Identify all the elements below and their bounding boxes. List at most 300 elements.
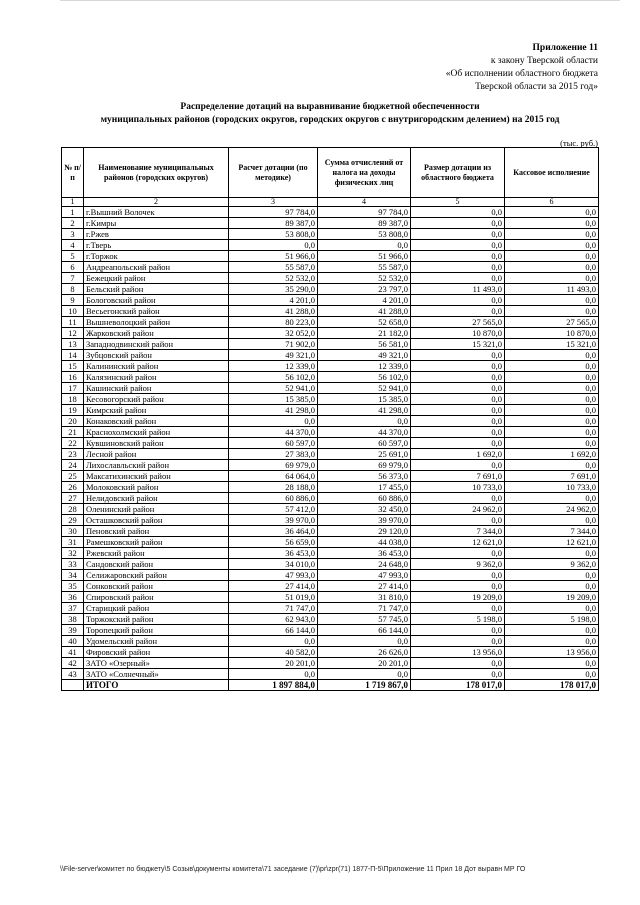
- subsidy-value: 0,0: [411, 405, 505, 416]
- ndfl-value: 52 941,0: [318, 383, 411, 394]
- scan-edge-line: [60, 0, 620, 1]
- subsidy-value: 0,0: [411, 240, 505, 251]
- ndfl-value: 4 201,0: [318, 295, 411, 306]
- ndfl-value: 49 321,0: [318, 350, 411, 361]
- cash-value: 7 691,0: [505, 471, 599, 482]
- municipality-name: Калининский район: [84, 361, 229, 372]
- calc-value: 41 298,0: [229, 405, 318, 416]
- ndfl-value: 71 747,0: [318, 603, 411, 614]
- municipality-name: Сандовский район: [84, 559, 229, 570]
- cash-value: 0,0: [505, 570, 599, 581]
- cash-value: 0,0: [505, 229, 599, 240]
- table-row: [62, 416, 599, 427]
- row-number: 41: [62, 647, 84, 658]
- table-row: [62, 240, 599, 251]
- table-row: [62, 482, 599, 493]
- row-number: 31: [62, 537, 84, 548]
- row-number: 40: [62, 636, 84, 647]
- total-subsidy-value: 178 017,0: [411, 680, 505, 691]
- ndfl-value: 26 626,0: [318, 647, 411, 658]
- municipality-name: г.Торжок: [84, 251, 229, 262]
- municipality-name: Молоковский район: [84, 482, 229, 493]
- cash-value: 0,0: [505, 603, 599, 614]
- subsidy-value: 13 956,0: [411, 647, 505, 658]
- table-row: [62, 548, 599, 559]
- calc-value: 57 412,0: [229, 504, 318, 515]
- table-row: [62, 383, 599, 394]
- row-number: 34: [62, 570, 84, 581]
- table-row: [62, 636, 599, 647]
- municipality-name: Фировский район: [84, 647, 229, 658]
- subsidy-value: 7 691,0: [411, 471, 505, 482]
- ndfl-value: 29 120,0: [318, 526, 411, 537]
- column-number-row: [62, 198, 599, 207]
- row-number: 15: [62, 361, 84, 372]
- table-row: [62, 350, 599, 361]
- municipality-name: Весьегонский район: [84, 306, 229, 317]
- subsidy-table: [61, 147, 599, 691]
- row-number: 16: [62, 372, 84, 383]
- table-row: [62, 306, 599, 317]
- row-number: 13: [62, 339, 84, 350]
- subsidy-value: 11 493,0: [411, 284, 505, 295]
- calc-value: 80 223,0: [229, 317, 318, 328]
- subsidy-value: 0,0: [411, 218, 505, 229]
- table-row: [62, 603, 599, 614]
- subsidy-value: 0,0: [411, 207, 505, 218]
- cash-value: 0,0: [505, 273, 599, 284]
- row-number: 25: [62, 471, 84, 482]
- table-row: [62, 559, 599, 570]
- ndfl-value: 56 373,0: [318, 471, 411, 482]
- calc-value: 60 597,0: [229, 438, 318, 449]
- row-number: 35: [62, 581, 84, 592]
- calc-value: 35 290,0: [229, 284, 318, 295]
- cash-value: 11 493,0: [505, 284, 599, 295]
- calc-value: 12 339,0: [229, 361, 318, 372]
- cash-value: 12 621,0: [505, 537, 599, 548]
- subsidy-value: 0,0: [411, 361, 505, 372]
- calc-value: 69 979,0: [229, 460, 318, 471]
- calc-value: 27 383,0: [229, 449, 318, 460]
- subsidy-value: 0,0: [411, 493, 505, 504]
- row-number: 28: [62, 504, 84, 515]
- municipality-name: Ржевский район: [84, 548, 229, 559]
- row-number: 12: [62, 328, 84, 339]
- cash-value: 0,0: [505, 350, 599, 361]
- ndfl-value: 89 387,0: [318, 218, 411, 229]
- table-row: [62, 449, 599, 460]
- cash-value: 0,0: [505, 581, 599, 592]
- table-row: [62, 625, 599, 636]
- municipality-name: Старицкий район: [84, 603, 229, 614]
- calc-value: 39 970,0: [229, 515, 318, 526]
- municipality-name: Кимрский район: [84, 405, 229, 416]
- ndfl-value: 0,0: [318, 636, 411, 647]
- ndfl-value: 55 587,0: [318, 262, 411, 273]
- subsidy-value: 0,0: [411, 658, 505, 669]
- row-number: 8: [62, 284, 84, 295]
- municipality-name: г.Вышний Волочек: [84, 207, 229, 218]
- calc-value: 47 993,0: [229, 570, 318, 581]
- municipality-name: Торжокский район: [84, 614, 229, 625]
- municipality-name: Лесной район: [84, 449, 229, 460]
- municipality-name: Западнодвинский район: [84, 339, 229, 350]
- ndfl-value: 66 144,0: [318, 625, 411, 636]
- appendix-header: [446, 42, 598, 94]
- subsidy-value: 10 733,0: [411, 482, 505, 493]
- subsidy-value: 0,0: [411, 262, 505, 273]
- document-title-line-2: муниципальных районов (городских округов, городских округов с внутригородским делением) на 2015 год: [100, 115, 560, 125]
- cash-value: 10 733,0: [505, 482, 599, 493]
- calc-value: 0,0: [229, 636, 318, 647]
- row-number: 36: [62, 592, 84, 603]
- calc-value: 49 321,0: [229, 350, 318, 361]
- appendix-line-3: Тверской области за 2015 год»: [475, 82, 598, 92]
- cash-value: 13 956,0: [505, 647, 599, 658]
- municipality-name: Бежецкий район: [84, 273, 229, 284]
- col-index: 5: [411, 198, 505, 207]
- calc-value: 0,0: [229, 416, 318, 427]
- row-number: 43: [62, 669, 84, 680]
- ndfl-value: 17 455,0: [318, 482, 411, 493]
- calc-value: 89 387,0: [229, 218, 318, 229]
- municipality-name: Сонковский район: [84, 581, 229, 592]
- ndfl-value: 41 288,0: [318, 306, 411, 317]
- calc-value: 56 659,0: [229, 537, 318, 548]
- cash-value: 0,0: [505, 669, 599, 680]
- row-number: 6: [62, 262, 84, 273]
- document-title: [60, 101, 600, 127]
- municipality-name: Бологовский район: [84, 295, 229, 306]
- cash-value: 0,0: [505, 427, 599, 438]
- table-row: [62, 284, 599, 295]
- cash-value: 0,0: [505, 306, 599, 317]
- table-row: [62, 317, 599, 328]
- table-row: [62, 427, 599, 438]
- ndfl-value: 44 370,0: [318, 427, 411, 438]
- municipality-name: Рамешковский район: [84, 537, 229, 548]
- ndfl-value: 60 886,0: [318, 493, 411, 504]
- ndfl-value: 12 339,0: [318, 361, 411, 372]
- col-index: 4: [318, 198, 411, 207]
- subsidy-value: 0,0: [411, 416, 505, 427]
- table-header-row: [62, 148, 599, 198]
- cash-value: 0,0: [505, 493, 599, 504]
- ndfl-value: 51 966,0: [318, 251, 411, 262]
- col-header-ndfl: Сумма отчислений от налога на доходы физических лиц: [318, 148, 411, 198]
- subsidy-value: 0,0: [411, 570, 505, 581]
- municipality-name: Селижаровский район: [84, 570, 229, 581]
- subsidy-value: 24 962,0: [411, 504, 505, 515]
- ndfl-value: 27 414,0: [318, 581, 411, 592]
- table-row: [62, 295, 599, 306]
- file-path-footer: \\File-server\комитет по бюджету\5 Созыв\документы комитета\71 заседание (7)\pr\zpr(71) 1877-П-5\Приложение 11 Прил 18 Дот выравн МР ГО: [60, 866, 526, 873]
- calc-value: 56 102,0: [229, 372, 318, 383]
- appendix-line-1: к закону Тверской области: [490, 56, 598, 66]
- calc-value: 52 941,0: [229, 383, 318, 394]
- table-row: [62, 493, 599, 504]
- cash-value: 0,0: [505, 295, 599, 306]
- ndfl-value: 23 797,0: [318, 284, 411, 295]
- row-number: 1: [62, 207, 84, 218]
- total-cash-value: 178 017,0: [505, 680, 599, 691]
- calc-value: 36 453,0: [229, 548, 318, 559]
- municipality-name: Вышневолоцкий район: [84, 317, 229, 328]
- row-number: 30: [62, 526, 84, 537]
- table-row: [62, 581, 599, 592]
- table-row: [62, 658, 599, 669]
- total-ndfl-value: 1 719 867,0: [318, 680, 411, 691]
- subsidy-value: 1 692,0: [411, 449, 505, 460]
- cash-value: 0,0: [505, 218, 599, 229]
- calc-value: 51 019,0: [229, 592, 318, 603]
- col-index: 3: [229, 198, 318, 207]
- cash-value: 0,0: [505, 207, 599, 218]
- table-row: [62, 394, 599, 405]
- table-row: [62, 592, 599, 603]
- subsidy-value: 0,0: [411, 438, 505, 449]
- ndfl-value: 31 810,0: [318, 592, 411, 603]
- subsidy-value: 0,0: [411, 603, 505, 614]
- cash-value: 0,0: [505, 416, 599, 427]
- cash-value: 1 692,0: [505, 449, 599, 460]
- calc-value: 55 587,0: [229, 262, 318, 273]
- subsidy-value: 0,0: [411, 427, 505, 438]
- subsidy-value: 0,0: [411, 372, 505, 383]
- municipality-name: Зубцовский район: [84, 350, 229, 361]
- row-number: 22: [62, 438, 84, 449]
- ndfl-value: 52 658,0: [318, 317, 411, 328]
- cash-value: 9 362,0: [505, 559, 599, 570]
- municipality-name: Кесовогорский район: [84, 394, 229, 405]
- ndfl-value: 0,0: [318, 416, 411, 427]
- total-calc-value: 1 897 884,0: [229, 680, 318, 691]
- municipality-name: ЗАТО «Солнечный»: [84, 669, 229, 680]
- ndfl-value: 21 182,0: [318, 328, 411, 339]
- cash-value: 19 209,0: [505, 592, 599, 603]
- table-row: [62, 438, 599, 449]
- municipality-name: Торопецкий район: [84, 625, 229, 636]
- ndfl-value: 0,0: [318, 240, 411, 251]
- row-number: 14: [62, 350, 84, 361]
- calc-value: 20 201,0: [229, 658, 318, 669]
- calc-value: 66 144,0: [229, 625, 318, 636]
- col-header-number: № п/п: [62, 148, 84, 198]
- cash-value: 0,0: [505, 361, 599, 372]
- row-number: 9: [62, 295, 84, 306]
- subsidy-value: 12 621,0: [411, 537, 505, 548]
- cash-value: 24 962,0: [505, 504, 599, 515]
- municipality-name: Жарковский район: [84, 328, 229, 339]
- row-number: 39: [62, 625, 84, 636]
- table-row: [62, 273, 599, 284]
- cash-value: 0,0: [505, 548, 599, 559]
- ndfl-value: 97 784,0: [318, 207, 411, 218]
- cash-value: 27 565,0: [505, 317, 599, 328]
- table-row: [62, 669, 599, 680]
- subsidy-value: 0,0: [411, 394, 505, 405]
- municipality-name: Андреапольский район: [84, 262, 229, 273]
- subsidy-value: 10 870,0: [411, 328, 505, 339]
- table-row: [62, 405, 599, 416]
- table-row: [62, 339, 599, 350]
- subsidy-value: 0,0: [411, 251, 505, 262]
- table-row: [62, 207, 599, 218]
- table-row: [62, 361, 599, 372]
- subsidy-value: 7 344,0: [411, 526, 505, 537]
- cash-value: 0,0: [505, 262, 599, 273]
- table-row: [62, 570, 599, 581]
- subsidy-value: 0,0: [411, 306, 505, 317]
- units-label: (тыс. руб.): [560, 138, 598, 148]
- municipality-name: Удомельский район: [84, 636, 229, 647]
- subsidy-value: 15 321,0: [411, 339, 505, 350]
- row-number: 18: [62, 394, 84, 405]
- table-row: [62, 262, 599, 273]
- row-number: 2: [62, 218, 84, 229]
- cash-value: 0,0: [505, 251, 599, 262]
- calc-value: 32 052,0: [229, 328, 318, 339]
- calc-value: 53 808,0: [229, 229, 318, 240]
- municipality-name: Осташковский район: [84, 515, 229, 526]
- municipality-name: ЗАТО «Озерный»: [84, 658, 229, 669]
- row-number: 4: [62, 240, 84, 251]
- row-number: 26: [62, 482, 84, 493]
- col-header-cash: Кассовое исполнение: [505, 148, 599, 198]
- table-row: [62, 218, 599, 229]
- subsidy-value: 0,0: [411, 460, 505, 471]
- ndfl-value: 25 691,0: [318, 449, 411, 460]
- row-number: 32: [62, 548, 84, 559]
- municipality-name: Нелидовский район: [84, 493, 229, 504]
- subsidy-value: 0,0: [411, 273, 505, 284]
- calc-value: 44 370,0: [229, 427, 318, 438]
- subsidy-value: 0,0: [411, 229, 505, 240]
- cash-value: 5 198,0: [505, 614, 599, 625]
- cash-value: 0,0: [505, 372, 599, 383]
- total-row-number: [62, 680, 84, 691]
- subsidy-value: 9 362,0: [411, 559, 505, 570]
- ndfl-value: 41 298,0: [318, 405, 411, 416]
- subsidy-value: 0,0: [411, 383, 505, 394]
- municipality-name: Бельский район: [84, 284, 229, 295]
- subsidy-value: 0,0: [411, 350, 505, 361]
- table-row: [62, 460, 599, 471]
- subsidy-value: 27 565,0: [411, 317, 505, 328]
- subsidy-value: 0,0: [411, 295, 505, 306]
- ndfl-value: 47 993,0: [318, 570, 411, 581]
- municipality-name: Лихославльский район: [84, 460, 229, 471]
- ndfl-value: 53 808,0: [318, 229, 411, 240]
- col-header-name: Наименование муниципальных районов (городских округов): [84, 148, 229, 198]
- calc-value: 34 010,0: [229, 559, 318, 570]
- table-row: [62, 372, 599, 383]
- calc-value: 60 886,0: [229, 493, 318, 504]
- ndfl-value: 39 970,0: [318, 515, 411, 526]
- subsidy-value: 0,0: [411, 515, 505, 526]
- row-number: 38: [62, 614, 84, 625]
- calc-value: 4 201,0: [229, 295, 318, 306]
- row-number: 21: [62, 427, 84, 438]
- table-row: [62, 526, 599, 537]
- row-number: 11: [62, 317, 84, 328]
- table-body: [62, 207, 599, 691]
- ndfl-value: 56 102,0: [318, 372, 411, 383]
- municipality-name: Конаковский район: [84, 416, 229, 427]
- row-number: 20: [62, 416, 84, 427]
- row-number: 27: [62, 493, 84, 504]
- row-number: 42: [62, 658, 84, 669]
- cash-value: 0,0: [505, 460, 599, 471]
- cash-value: 0,0: [505, 515, 599, 526]
- ndfl-value: 20 201,0: [318, 658, 411, 669]
- row-number: 23: [62, 449, 84, 460]
- ndfl-value: 24 648,0: [318, 559, 411, 570]
- row-number: 33: [62, 559, 84, 570]
- ndfl-value: 0,0: [318, 669, 411, 680]
- calc-value: 15 385,0: [229, 394, 318, 405]
- ndfl-value: 32 450,0: [318, 504, 411, 515]
- municipality-name: г.Тверь: [84, 240, 229, 251]
- calc-value: 62 943,0: [229, 614, 318, 625]
- table-row: [62, 515, 599, 526]
- row-number: 17: [62, 383, 84, 394]
- cash-value: 0,0: [505, 636, 599, 647]
- municipality-name: г.Кимры: [84, 218, 229, 229]
- subsidy-value: 0,0: [411, 669, 505, 680]
- cash-value: 0,0: [505, 240, 599, 251]
- ndfl-value: 36 453,0: [318, 548, 411, 559]
- row-number: 7: [62, 273, 84, 284]
- row-number: 37: [62, 603, 84, 614]
- col-index: 6: [505, 198, 599, 207]
- ndfl-value: 57 745,0: [318, 614, 411, 625]
- table-row: [62, 328, 599, 339]
- cash-value: 15 321,0: [505, 339, 599, 350]
- row-number: 24: [62, 460, 84, 471]
- subsidy-value: 0,0: [411, 636, 505, 647]
- municipality-name: Оленинский район: [84, 504, 229, 515]
- ndfl-value: 44 038,0: [318, 537, 411, 548]
- col-index: 1: [62, 198, 84, 207]
- cash-value: 0,0: [505, 625, 599, 636]
- calc-value: 36 464,0: [229, 526, 318, 537]
- table-row: [62, 647, 599, 658]
- cash-value: 0,0: [505, 658, 599, 669]
- table-row: [62, 471, 599, 482]
- calc-value: 0,0: [229, 669, 318, 680]
- document-title-line-1: Распределение дотаций на выравнивание бюджетной обеспеченности: [180, 102, 480, 112]
- municipality-name: Кувшиновский район: [84, 438, 229, 449]
- cash-value: 0,0: [505, 383, 599, 394]
- table-row: [62, 251, 599, 262]
- calc-value: 27 414,0: [229, 581, 318, 592]
- calc-value: 64 064,0: [229, 471, 318, 482]
- cash-value: 0,0: [505, 405, 599, 416]
- table-row: [62, 614, 599, 625]
- total-label: ИТОГО: [84, 680, 229, 691]
- ndfl-value: 52 532,0: [318, 273, 411, 284]
- total-row: [62, 680, 599, 691]
- col-header-subsidy: Размер дотации из областного бюджета: [411, 148, 505, 198]
- municipality-name: Кашинский район: [84, 383, 229, 394]
- calc-value: 71 902,0: [229, 339, 318, 350]
- ndfl-value: 56 581,0: [318, 339, 411, 350]
- municipality-name: Максатихинский район: [84, 471, 229, 482]
- col-index: 2: [84, 198, 229, 207]
- calc-value: 28 188,0: [229, 482, 318, 493]
